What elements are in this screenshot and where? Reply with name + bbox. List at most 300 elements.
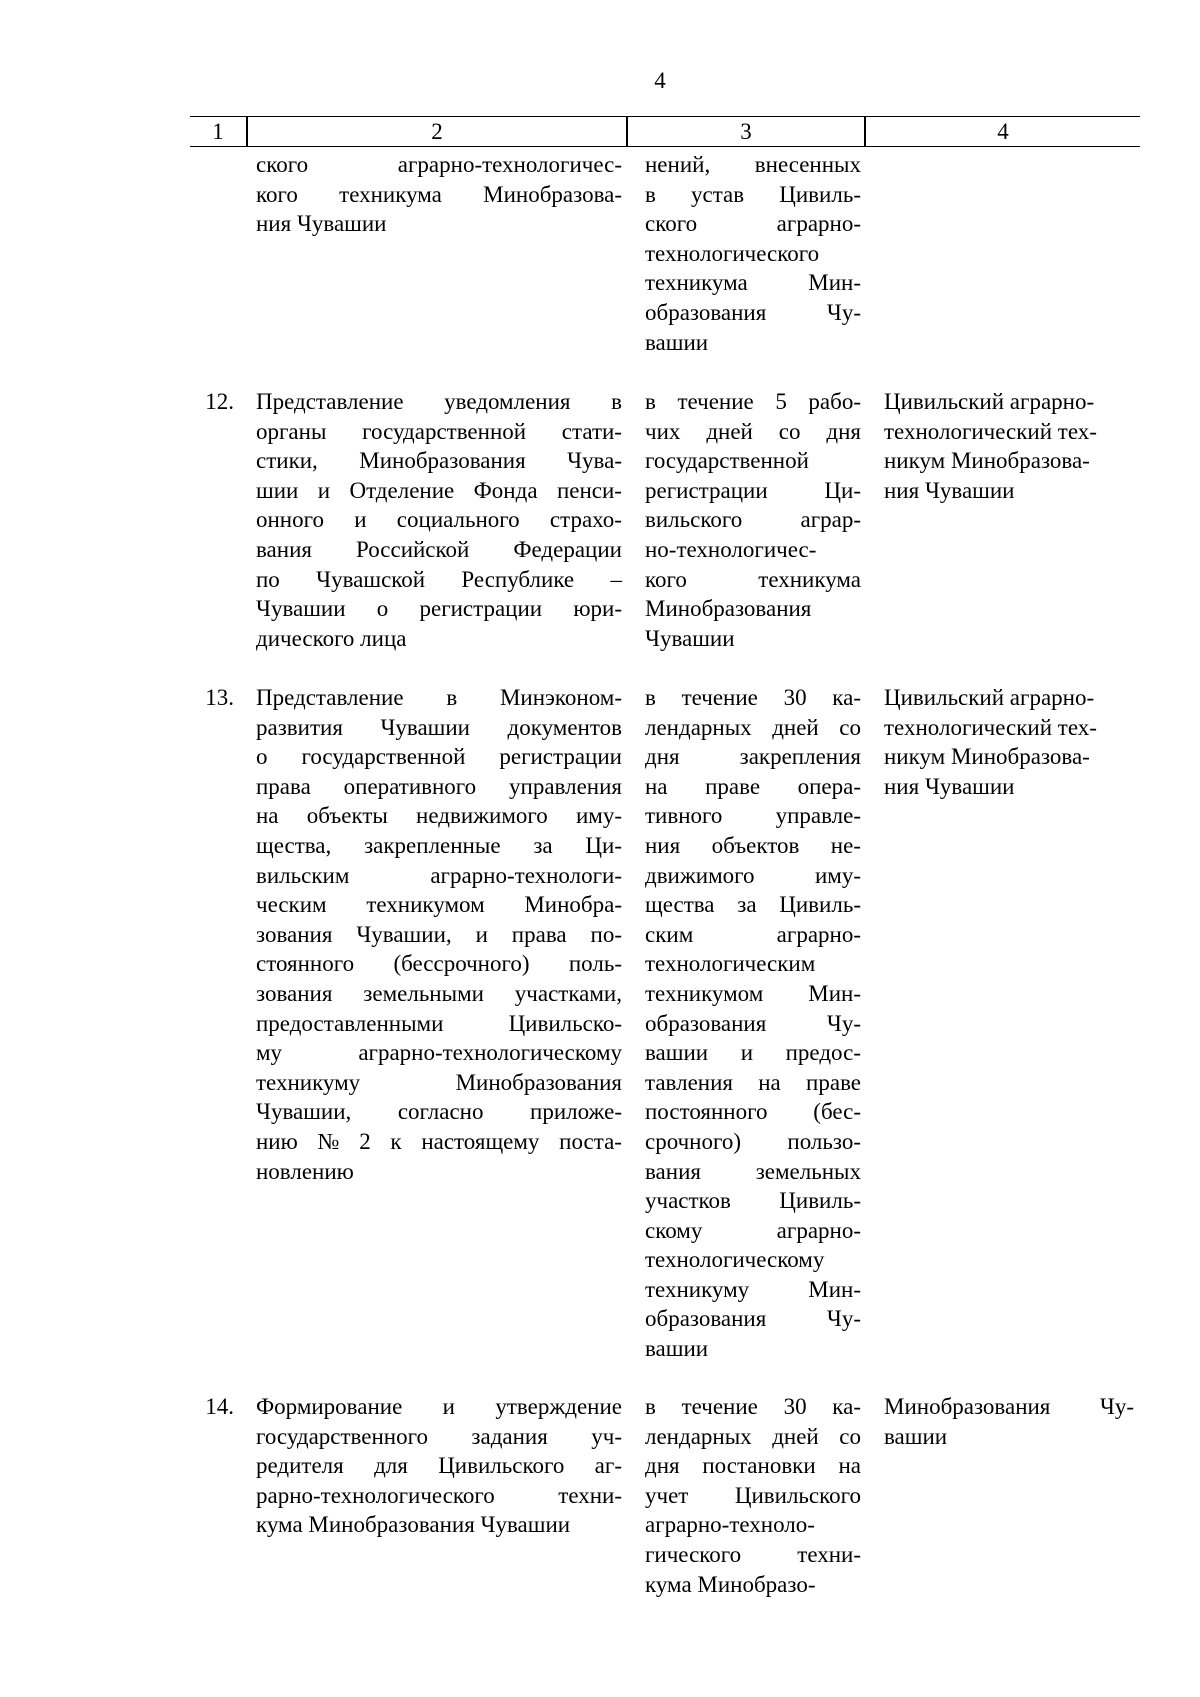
text-line (256, 1392, 622, 1422)
table-header (190, 116, 1140, 147)
text-word: образования (645, 299, 767, 325)
text-word: земельных (755, 1158, 861, 1184)
text-word: шии (256, 477, 299, 503)
text-word: Чувашии (256, 596, 346, 622)
text-word: закрепленные (364, 832, 501, 858)
text-line (645, 1334, 861, 1364)
text-word: устав (691, 181, 745, 207)
text-word: образования (645, 1306, 767, 1332)
text-word: документов (507, 714, 622, 740)
text-word: Чу- (826, 1306, 861, 1332)
text-word: аграрно-технологическому (358, 1040, 622, 1066)
text-word: Мин- (808, 270, 861, 296)
text-line (256, 505, 622, 535)
text-word: кума Минобразования Чувашии (256, 1512, 571, 1538)
text-word: и (442, 1394, 455, 1419)
text-word: праве (806, 1069, 861, 1095)
text-line (645, 1245, 861, 1275)
text-word: государственной (645, 448, 809, 474)
text-line (256, 1451, 622, 1481)
text-line (256, 713, 622, 743)
text-word: Минобразования (645, 596, 812, 622)
text-word: Цивильского (438, 1453, 565, 1479)
header-col-3: 3 (740, 119, 752, 144)
row-14-action (256, 1392, 622, 1540)
text-word: в (645, 685, 656, 710)
text-word: участками, (514, 980, 622, 1006)
text-word: стики, (256, 448, 318, 474)
text-word: ка- (832, 1394, 861, 1419)
text-line (645, 594, 861, 624)
text-word: срочного) (645, 1128, 742, 1154)
text-word: ским (645, 921, 694, 947)
row-12-responsible (884, 387, 1134, 505)
text-line (645, 1510, 861, 1540)
text-line (256, 1157, 622, 1187)
text-line (645, 268, 861, 298)
text-word: вашии (645, 1336, 709, 1362)
text-word: ского (256, 152, 309, 177)
text-line (256, 1038, 622, 1068)
row-14-deadline (645, 1392, 861, 1599)
text-line (256, 476, 622, 506)
row-13-number: 13. (205, 685, 234, 710)
text-word: Чу- (1099, 1394, 1134, 1419)
text-word: технологическому (645, 1247, 825, 1273)
text-line (256, 801, 622, 831)
text-word: Представление (256, 389, 404, 414)
text-word: Минобразова- (483, 181, 622, 207)
text-line (645, 1570, 861, 1600)
text-line (645, 1540, 861, 1570)
text-line (645, 1422, 861, 1452)
text-word: Минобра- (524, 892, 622, 918)
text-word: государственной (362, 418, 527, 444)
text-word: и (317, 477, 331, 503)
row-cont-col2 (256, 150, 622, 239)
text-line (256, 1481, 622, 1511)
text-word: техникума (758, 566, 861, 592)
text-word: № (317, 1128, 340, 1154)
text-line (884, 476, 1134, 506)
text-word: земельными (363, 980, 484, 1006)
text-word: скому (645, 1217, 703, 1243)
text-word: юри- (573, 596, 622, 622)
text-word: рарно-технологического (256, 1482, 495, 1508)
text-word: органы (256, 418, 327, 444)
text-line (645, 1216, 861, 1246)
text-word: техни- (797, 1541, 861, 1567)
text-line (256, 1068, 622, 1098)
text-word: лендарных (645, 714, 752, 740)
text-line (645, 742, 861, 772)
text-line (256, 594, 622, 624)
text-word: уч- (591, 1423, 622, 1449)
text-line (256, 446, 622, 476)
text-word: регистрации (499, 744, 622, 770)
text-word: со (839, 1423, 861, 1449)
text-word: Чу- (826, 299, 861, 325)
text-word: никум Минобразова- (884, 448, 1090, 474)
text-line (256, 831, 622, 861)
text-word: и (354, 507, 367, 533)
text-word: техникума (339, 181, 442, 207)
text-word: согласно (397, 1099, 484, 1125)
text-word: стоянного (256, 951, 355, 977)
text-line (884, 446, 1134, 476)
text-word: поста- (559, 1128, 622, 1154)
text-word: пользо- (787, 1128, 861, 1154)
text-word: о (256, 744, 268, 770)
text-word: в (446, 685, 458, 710)
text-word: учет (645, 1482, 689, 1508)
text-word: за (737, 892, 757, 918)
text-word: аграрно- (776, 1217, 861, 1243)
header-col-4: 4 (997, 119, 1009, 144)
text-word: Минобразования (359, 448, 526, 474)
text-line (645, 831, 861, 861)
text-line (256, 1009, 622, 1039)
text-word: вания (645, 1158, 701, 1184)
text-word: Ци- (824, 477, 861, 503)
text-word: кого (256, 181, 298, 207)
text-word: аграрно-техноло- (645, 1512, 815, 1538)
text-word: кума Минобразо- (645, 1571, 816, 1597)
text-line (645, 417, 861, 447)
text-word: Минэконом- (499, 685, 622, 710)
text-line (256, 209, 622, 239)
text-line (645, 476, 861, 506)
row-13-action (256, 683, 622, 1186)
text-line (256, 979, 622, 1009)
text-word: недвижимого (416, 803, 548, 829)
text-line (645, 565, 861, 595)
text-word: регистрации (419, 596, 543, 622)
text-line (645, 772, 861, 802)
text-word: Чу- (826, 1010, 861, 1036)
text-word: 30 (783, 1394, 807, 1419)
text-line (645, 861, 861, 891)
text-line (645, 1275, 861, 1305)
text-word: объектов (711, 832, 800, 858)
text-word: щества (645, 892, 715, 918)
text-word: ка- (832, 685, 861, 710)
text-line (256, 742, 622, 772)
text-word: государственной (301, 744, 466, 770)
text-word: уведомления (444, 389, 571, 414)
text-word: дня (645, 744, 680, 770)
text-word: техни- (558, 1482, 622, 1508)
text-word: иму- (814, 862, 861, 888)
text-word: и (475, 921, 488, 947)
text-line (645, 387, 861, 417)
text-word: развития (256, 714, 343, 740)
text-line (645, 1304, 861, 1334)
text-word: Мин- (808, 1276, 861, 1302)
text-word: предоставленными (256, 1010, 444, 1036)
text-word: течение (681, 1394, 758, 1419)
text-word: страхо- (549, 507, 622, 533)
text-word: опера- (797, 773, 861, 799)
text-line (645, 505, 861, 535)
text-word: 5 (775, 389, 787, 414)
text-line (256, 180, 622, 210)
text-line (256, 1097, 622, 1127)
text-line (645, 713, 861, 743)
text-word: лендарных (645, 1423, 752, 1449)
text-word: о (376, 596, 389, 622)
text-word: течение (677, 389, 754, 414)
text-word: Чувашской (316, 566, 426, 592)
row-14-number: 14. (205, 1394, 234, 1419)
text-line (884, 1392, 1134, 1422)
text-line (884, 417, 1134, 447)
text-word: социального (396, 507, 520, 533)
row-13-deadline (645, 683, 861, 1364)
text-word: Представление (256, 685, 404, 710)
row-12-number: 12. (205, 389, 234, 414)
text-line (645, 298, 861, 328)
text-word: по (256, 566, 280, 592)
text-word: на (838, 1453, 861, 1479)
text-word: Ци- (585, 832, 622, 858)
text-word: стати- (561, 418, 622, 444)
text-word: технологический тех- (884, 714, 1097, 740)
row-cont-col3 (645, 150, 861, 357)
text-word: вашии (645, 1040, 709, 1066)
row-14-responsible (884, 1392, 1134, 1451)
text-word: ния Чувашии (884, 477, 1015, 503)
text-word: технологический тех- (884, 418, 1097, 444)
text-line (256, 565, 622, 595)
text-word: регистрации (645, 477, 768, 503)
text-word: ния (645, 832, 681, 858)
text-line (645, 801, 861, 831)
text-word: управления (509, 773, 622, 799)
page-number: 4 (654, 68, 666, 93)
text-word: аграрно- (776, 211, 861, 237)
text-word: Чува- (567, 448, 622, 474)
text-word: Федерации (513, 536, 622, 562)
text-word: оперативного (343, 773, 477, 799)
text-word: ния Чувашии (256, 211, 387, 237)
text-line (645, 1392, 861, 1422)
text-word: нию (256, 1128, 298, 1154)
text-word: вашии (645, 329, 709, 355)
text-word: гического (645, 1541, 742, 1567)
text-line (645, 209, 861, 239)
text-line (645, 624, 861, 654)
text-word: дней (706, 418, 753, 444)
text-word: Мин- (808, 980, 861, 1006)
text-line (256, 417, 622, 447)
text-line (645, 1186, 861, 1216)
text-word: Отделение (349, 477, 455, 503)
text-word: вания (256, 536, 312, 562)
text-line (884, 683, 1134, 713)
text-word: технологического (645, 240, 820, 266)
text-line (256, 535, 622, 565)
text-word: зования (256, 980, 333, 1006)
text-line (884, 1422, 1134, 1452)
text-word: движимого (645, 862, 755, 888)
text-word: образования (645, 1010, 767, 1036)
text-word: чих (645, 418, 681, 444)
text-word: тивного (645, 803, 723, 829)
row-12-action (256, 387, 622, 653)
text-word: управле- (775, 803, 861, 829)
text-word: постоянного (645, 1099, 768, 1125)
text-word: техникумом (645, 980, 764, 1006)
text-line (645, 890, 861, 920)
text-line (645, 1481, 861, 1511)
text-word: Цивильско- (508, 1010, 622, 1036)
text-word: Чувашии, (256, 1099, 352, 1125)
text-word: зования (256, 921, 333, 947)
text-line (256, 683, 622, 713)
text-line (256, 1127, 622, 1157)
text-word: для (374, 1453, 408, 1479)
header-col-1: 1 (212, 119, 224, 144)
text-word: в (645, 181, 656, 207)
text-word: ского (645, 211, 698, 237)
text-word: иму- (575, 803, 622, 829)
text-line (256, 624, 622, 654)
text-word: Минобразования (884, 1394, 1051, 1419)
text-word: аграр- (800, 507, 861, 533)
text-line (256, 150, 622, 180)
text-word: дней (772, 714, 819, 740)
text-word: новлению (256, 1158, 354, 1184)
text-word: в (645, 1394, 656, 1419)
text-word: права (511, 921, 567, 947)
text-word: онного (256, 507, 324, 533)
text-word: внесенных (754, 152, 861, 177)
text-line (884, 713, 1134, 743)
text-word: и (740, 1040, 754, 1066)
text-word: техникума (645, 270, 748, 296)
text-word: на (645, 773, 668, 799)
text-word: Цивиль- (779, 1188, 861, 1214)
text-word: по- (590, 921, 622, 947)
text-word: техникумом (366, 892, 485, 918)
text-word: Цивильского (734, 1482, 861, 1508)
text-word: пенси- (556, 477, 622, 503)
text-word: течение (681, 685, 758, 710)
text-line (645, 979, 861, 1009)
text-word: (бессрочного) (393, 951, 530, 977)
text-line (645, 949, 861, 979)
text-word: вильского (645, 507, 743, 533)
text-line (256, 387, 622, 417)
text-word: ческим (256, 892, 327, 918)
text-line (645, 535, 861, 565)
text-word: предос- (785, 1040, 861, 1066)
text-word: вашии (884, 1423, 948, 1449)
text-line (884, 772, 1134, 802)
text-word: к (390, 1128, 402, 1154)
text-word: Республике (461, 566, 575, 592)
text-line (256, 949, 622, 979)
text-word: дня (645, 1453, 680, 1479)
text-word: на (256, 803, 279, 829)
text-word: Формирование (256, 1394, 403, 1419)
text-line (645, 1068, 861, 1098)
text-word: в (611, 389, 622, 414)
text-line (645, 239, 861, 269)
text-word: государственного (256, 1423, 428, 1449)
text-word: рабо- (808, 389, 861, 414)
text-word: Чувашии (645, 625, 735, 651)
text-line (645, 1451, 861, 1481)
text-line (645, 1009, 861, 1039)
text-word: в (645, 389, 656, 414)
text-word: – (610, 566, 622, 592)
text-word: Фонда (473, 477, 538, 503)
text-line (884, 387, 1134, 417)
text-line (645, 1127, 861, 1157)
text-word: дня (826, 418, 861, 444)
text-word: праве (705, 773, 761, 799)
text-word: за (533, 832, 553, 858)
text-word: постановки (702, 1453, 816, 1479)
text-word: техникуму (256, 1069, 361, 1095)
text-word: ния Чувашии (884, 773, 1015, 799)
text-word: поль- (568, 951, 622, 977)
text-word: закрепления (739, 744, 861, 770)
text-word: Чувашии (380, 714, 470, 740)
row-12-deadline (645, 387, 861, 653)
text-word: со (778, 418, 801, 444)
text-word: тавления (645, 1069, 733, 1095)
text-line (256, 890, 622, 920)
text-word: аграрно-технологичес- (397, 152, 622, 177)
text-word: Минобразования (455, 1069, 622, 1095)
text-word: никум Минобразова- (884, 744, 1090, 770)
text-word: участков (645, 1188, 731, 1214)
text-word: 2 (359, 1128, 371, 1154)
text-line (645, 150, 861, 180)
text-line (256, 1422, 622, 1452)
text-word: Российской (355, 536, 470, 562)
text-line (884, 742, 1134, 772)
text-word: утверждение (495, 1394, 622, 1419)
text-line (645, 1038, 861, 1068)
text-word: аг- (594, 1453, 622, 1479)
row-13-responsible (884, 683, 1134, 801)
text-word: Цивиль- (779, 892, 861, 918)
text-line (645, 683, 861, 713)
text-word: нений, (645, 152, 711, 177)
text-word: аграрно-технологи- (430, 862, 622, 888)
text-word: вильским (256, 862, 350, 888)
text-line (256, 920, 622, 950)
text-word: редителя (256, 1453, 344, 1479)
text-line (256, 861, 622, 891)
text-word: технологическим (645, 951, 816, 977)
text-line (645, 446, 861, 476)
text-word: но-технологичес- (645, 536, 817, 562)
text-word: му (256, 1040, 283, 1066)
text-word: объекты (306, 803, 388, 829)
text-word: со (839, 714, 861, 740)
text-word: кого (645, 566, 687, 592)
text-line (645, 1157, 861, 1187)
text-line (645, 328, 861, 358)
text-word: 30 (783, 685, 807, 710)
text-word: дней (772, 1423, 819, 1449)
text-word: не- (830, 832, 861, 858)
